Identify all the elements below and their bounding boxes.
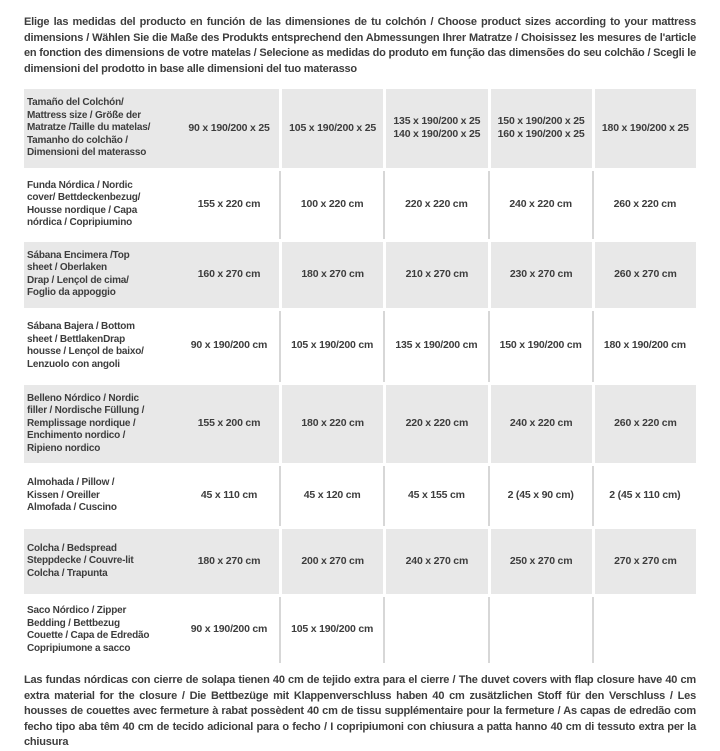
row-label: Belleno Nórdico / Nordic filler / Nordische Füllung / Remplissage nordique / Enchimento nordico / Ripieno nordico bbox=[27, 392, 145, 454]
row-label: Almohada / Pillow / Kissen / Oreiller Almofada / Cuscino bbox=[27, 477, 117, 514]
size-cell: 160 x 270 cm bbox=[197, 267, 261, 280]
table-row bbox=[24, 311, 696, 382]
row-label: Sábana Encimera /Top sheet / Oberlaken Drap / Lençol de cima/ Foglio da appoggio bbox=[27, 249, 130, 298]
size-cell: 90 x 190/200 cm bbox=[190, 339, 268, 352]
size-cell: 220 x 220 cm bbox=[383, 385, 487, 464]
table-row bbox=[24, 529, 696, 594]
size-cell: 105 x 190/200 x 25 bbox=[279, 89, 383, 168]
size-cell: 180 x 270 cm bbox=[197, 554, 261, 567]
row-label: Colcha / Bedspread Steppdecke / Couvre-lit Colcha / Trapunta bbox=[27, 542, 134, 579]
row-label: Funda Nórdica / Nordic cover/ Bettdeckenbezug/ Housse nordique / Capa nórdica / Copripiumino bbox=[27, 179, 141, 228]
size-cell: 135 x 190/200 cm bbox=[383, 311, 487, 382]
size-cell: 180 x 220 cm bbox=[279, 385, 383, 464]
size-cell: 135 x 190/200 x 25 140 x 190/200 x 25 bbox=[383, 89, 487, 168]
table-row bbox=[24, 385, 696, 464]
table-row bbox=[24, 466, 696, 526]
table-row bbox=[24, 242, 696, 308]
table-row bbox=[24, 89, 696, 168]
size-cell: 240 x 220 cm bbox=[488, 171, 592, 239]
size-cell: 200 x 270 cm bbox=[279, 529, 383, 594]
row-label: Tamaño del Colchón/ Mattress size / Größe der Matratze /Taille du matelas/ Tamanho do colchão / Dimensioni del materasso bbox=[27, 97, 151, 158]
size-cell: 260 x 220 cm bbox=[592, 385, 696, 464]
size-cell: 180 x 270 cm bbox=[279, 242, 383, 308]
size-cell bbox=[383, 597, 487, 663]
size-cell: 105 x 190/200 cm bbox=[279, 597, 383, 663]
size-cell: 45 x 155 cm bbox=[383, 466, 487, 526]
size-cell: 100 x 220 cm bbox=[279, 171, 383, 239]
size-cell: 180 x 190/200 cm bbox=[592, 311, 696, 382]
size-cell: 105 x 190/200 cm bbox=[279, 311, 383, 382]
size-cell: 230 x 270 cm bbox=[488, 242, 592, 308]
size-cell: 210 x 270 cm bbox=[383, 242, 487, 308]
size-cell bbox=[592, 597, 696, 663]
row-label: Saco Nórdico / Zipper Bedding / Bettbezug Couette / Capa de Edredão Copripiumone a sacco bbox=[27, 605, 150, 654]
size-table bbox=[24, 89, 696, 663]
size-cell: 250 x 270 cm bbox=[488, 529, 592, 594]
header-note: Elige las medidas del producto en función de las dimensiones de tu colchón / Choose product sizes according to your mattress dimensions / Wählen Sie die Maße des Produkts entsprechend den Abmessungen Ihrer Matratze / Choisissez les mesures de l'article en fonction des dimensions de votre matelas / Selecione as medidas do produto em função das dimensões do seu colchão / Scegli le dimensioni del prodotto in base alle dimensioni del tuo materasso bbox=[24, 16, 696, 75]
size-cell: 45 x 120 cm bbox=[279, 466, 383, 526]
size-cell: 260 x 220 cm bbox=[592, 171, 696, 239]
size-cell: 155 x 200 cm bbox=[197, 417, 261, 429]
size-cell: 150 x 190/200 cm bbox=[488, 311, 592, 382]
size-cell: 45 x 110 cm bbox=[200, 489, 258, 502]
size-cell: 90 x 190/200 cm bbox=[190, 623, 268, 636]
size-cell: 180 x 190/200 x 25 bbox=[592, 89, 696, 168]
table-row bbox=[24, 597, 696, 663]
size-cell: 240 x 220 cm bbox=[488, 385, 592, 464]
row-label: Sábana Bajera / Bottom sheet / BettlakenDrap housse / Lençol de baixo/ Lenzuolo con angoli bbox=[27, 321, 144, 370]
footer-note: Las fundas nórdicas con cierre de solapa tienen 40 cm de tejido extra para el cierre / The duvet covers with flap closure have 40 cm extra material for the closure / Die Bettbezüge mit Klappenverschluss haben 40 cm zusätzlichen Stoff für den Verschluss / Les housses de couettes avec fermeture à rabat possèdent 40 cm de tissu supplémentaire pour la fermeture / As capas de edredão com fecho tipo aba têm 40 cm de tecido adicional para o fecho / I copripiumoni con chiusura a patta hanno 40 cm di tessuto extra per la chiusura bbox=[24, 674, 696, 748]
size-cell: 2 (45 x 90 cm) bbox=[488, 466, 592, 526]
size-cell: 2 (45 x 110 cm) bbox=[592, 466, 696, 526]
size-cell bbox=[488, 597, 592, 663]
size-cell: 260 x 270 cm bbox=[592, 242, 696, 308]
size-cell: 155 x 220 cm bbox=[197, 197, 261, 210]
size-cell: 240 x 270 cm bbox=[383, 529, 487, 594]
size-cell: 220 x 220 cm bbox=[383, 171, 487, 239]
size-cell: 90 x 190/200 x 25 bbox=[188, 121, 270, 134]
size-cell: 150 x 190/200 x 25 160 x 190/200 x 25 bbox=[488, 89, 592, 168]
size-cell: 270 x 270 cm bbox=[592, 529, 696, 594]
table-row bbox=[24, 171, 696, 239]
